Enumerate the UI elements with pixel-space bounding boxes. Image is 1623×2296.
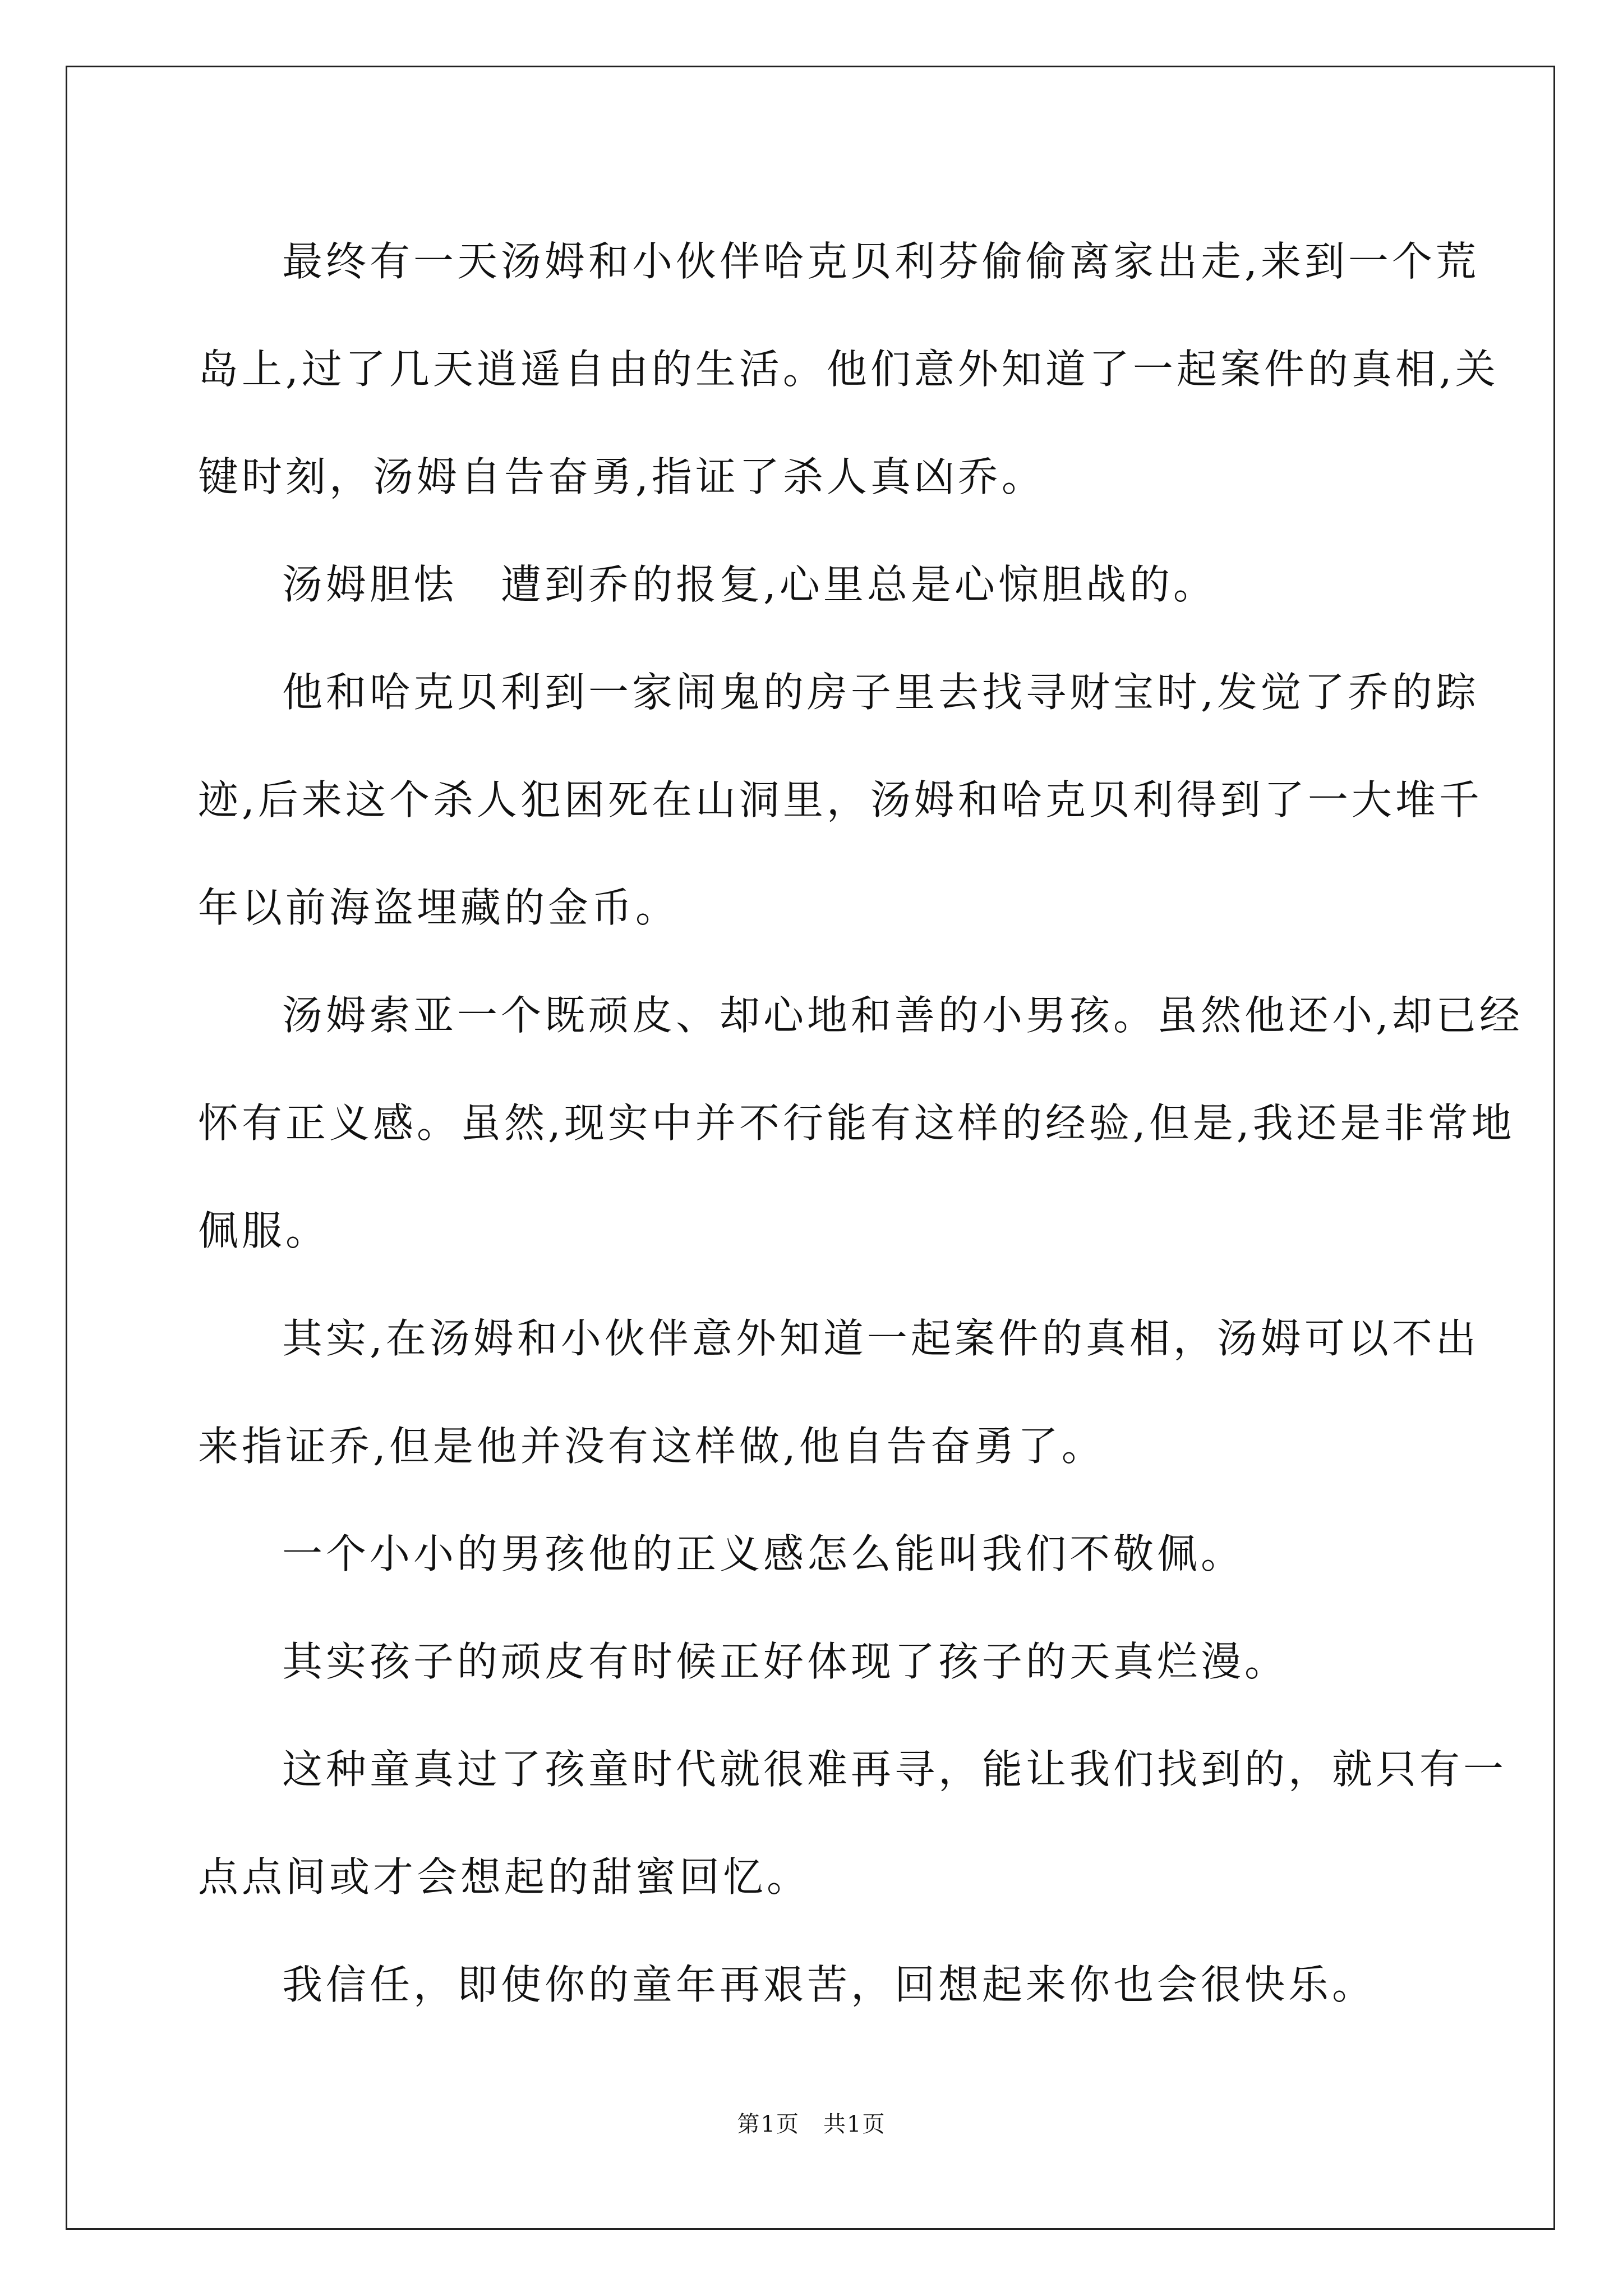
paragraph-6 [198, 1500, 1432, 1608]
paragraph-line: 汤姆索亚一个既顽皮、却心地和善的小男孩。虽然他还小,却已经 [282, 992, 1523, 1039]
paragraph-line: 岛上,过了几天逍遥自由的生活。他们意外知道了一起案件的真相,关 [198, 346, 1499, 393]
paragraph-line: 一个小小的男孩他的正义感怎么能叫我们不敬佩。 [282, 1530, 1245, 1577]
paragraph-line: 我信任，即使你的童年再艰苦，回想起来你也会很快乐。 [282, 1961, 1376, 2008]
paragraph-5 [198, 1285, 1479, 1500]
paragraph-line: 佩服。 [198, 1207, 330, 1254]
paragraph-line: 这种童真过了孩童时代就很难再寻，能让我们找到的，就只有一 [282, 1746, 1507, 1793]
paragraph-line: 迹,后来这个杀人犯困死在山洞里，汤姆和哈克贝利得到了一大堆千 [198, 776, 1483, 823]
paragraph-1 [198, 208, 1499, 531]
paragraph-4 [198, 961, 1523, 1285]
paragraph-8 [198, 1715, 1507, 1931]
paragraph-line: 最终有一天汤姆和小伙伴哈克贝利芬偷偷离家出走,来到一个荒 [282, 238, 1479, 285]
paragraph-line: 其实,在汤姆和小伙伴意外知道一起案件的真相，汤姆可以不出 [282, 1315, 1479, 1362]
paragraph-line: 年以前海盗埋藏的金币。 [198, 884, 680, 931]
paragraph-3 [198, 638, 1483, 961]
paragraph-9 [198, 1931, 1432, 2039]
document-body [198, 208, 1523, 2039]
paragraph-line: 汤姆胆怯 遭到乔的报复,心里总是心惊胆战的。 [282, 561, 1217, 608]
paragraph-line: 点点间或才会想起的甜蜜回忆。 [198, 1853, 811, 1901]
page-number-footer: 第1页 共1页 [737, 2111, 886, 2137]
paragraph-7 [198, 1608, 1432, 1715]
paragraph-line: 来指证乔,但是他并没有这样做,他自告奋勇了。 [198, 1423, 1105, 1470]
paragraph-line: 其实孩子的顽皮有时候正好体现了孩子的天真烂漫。 [282, 1638, 1289, 1685]
paragraph-line: 键时刻，汤姆自告奋勇,指证了杀人真凶乔。 [198, 453, 1045, 500]
paragraph-line: 怀有正义感。虽然,现实中并不行能有这样的经验,但是,我还是非常地 [198, 1099, 1515, 1147]
paragraph-2 [198, 531, 1432, 638]
paragraph-line: 他和哈克贝利到一家闹鬼的房子里去找寻财宝时,发觉了乔的踪 [282, 669, 1479, 716]
